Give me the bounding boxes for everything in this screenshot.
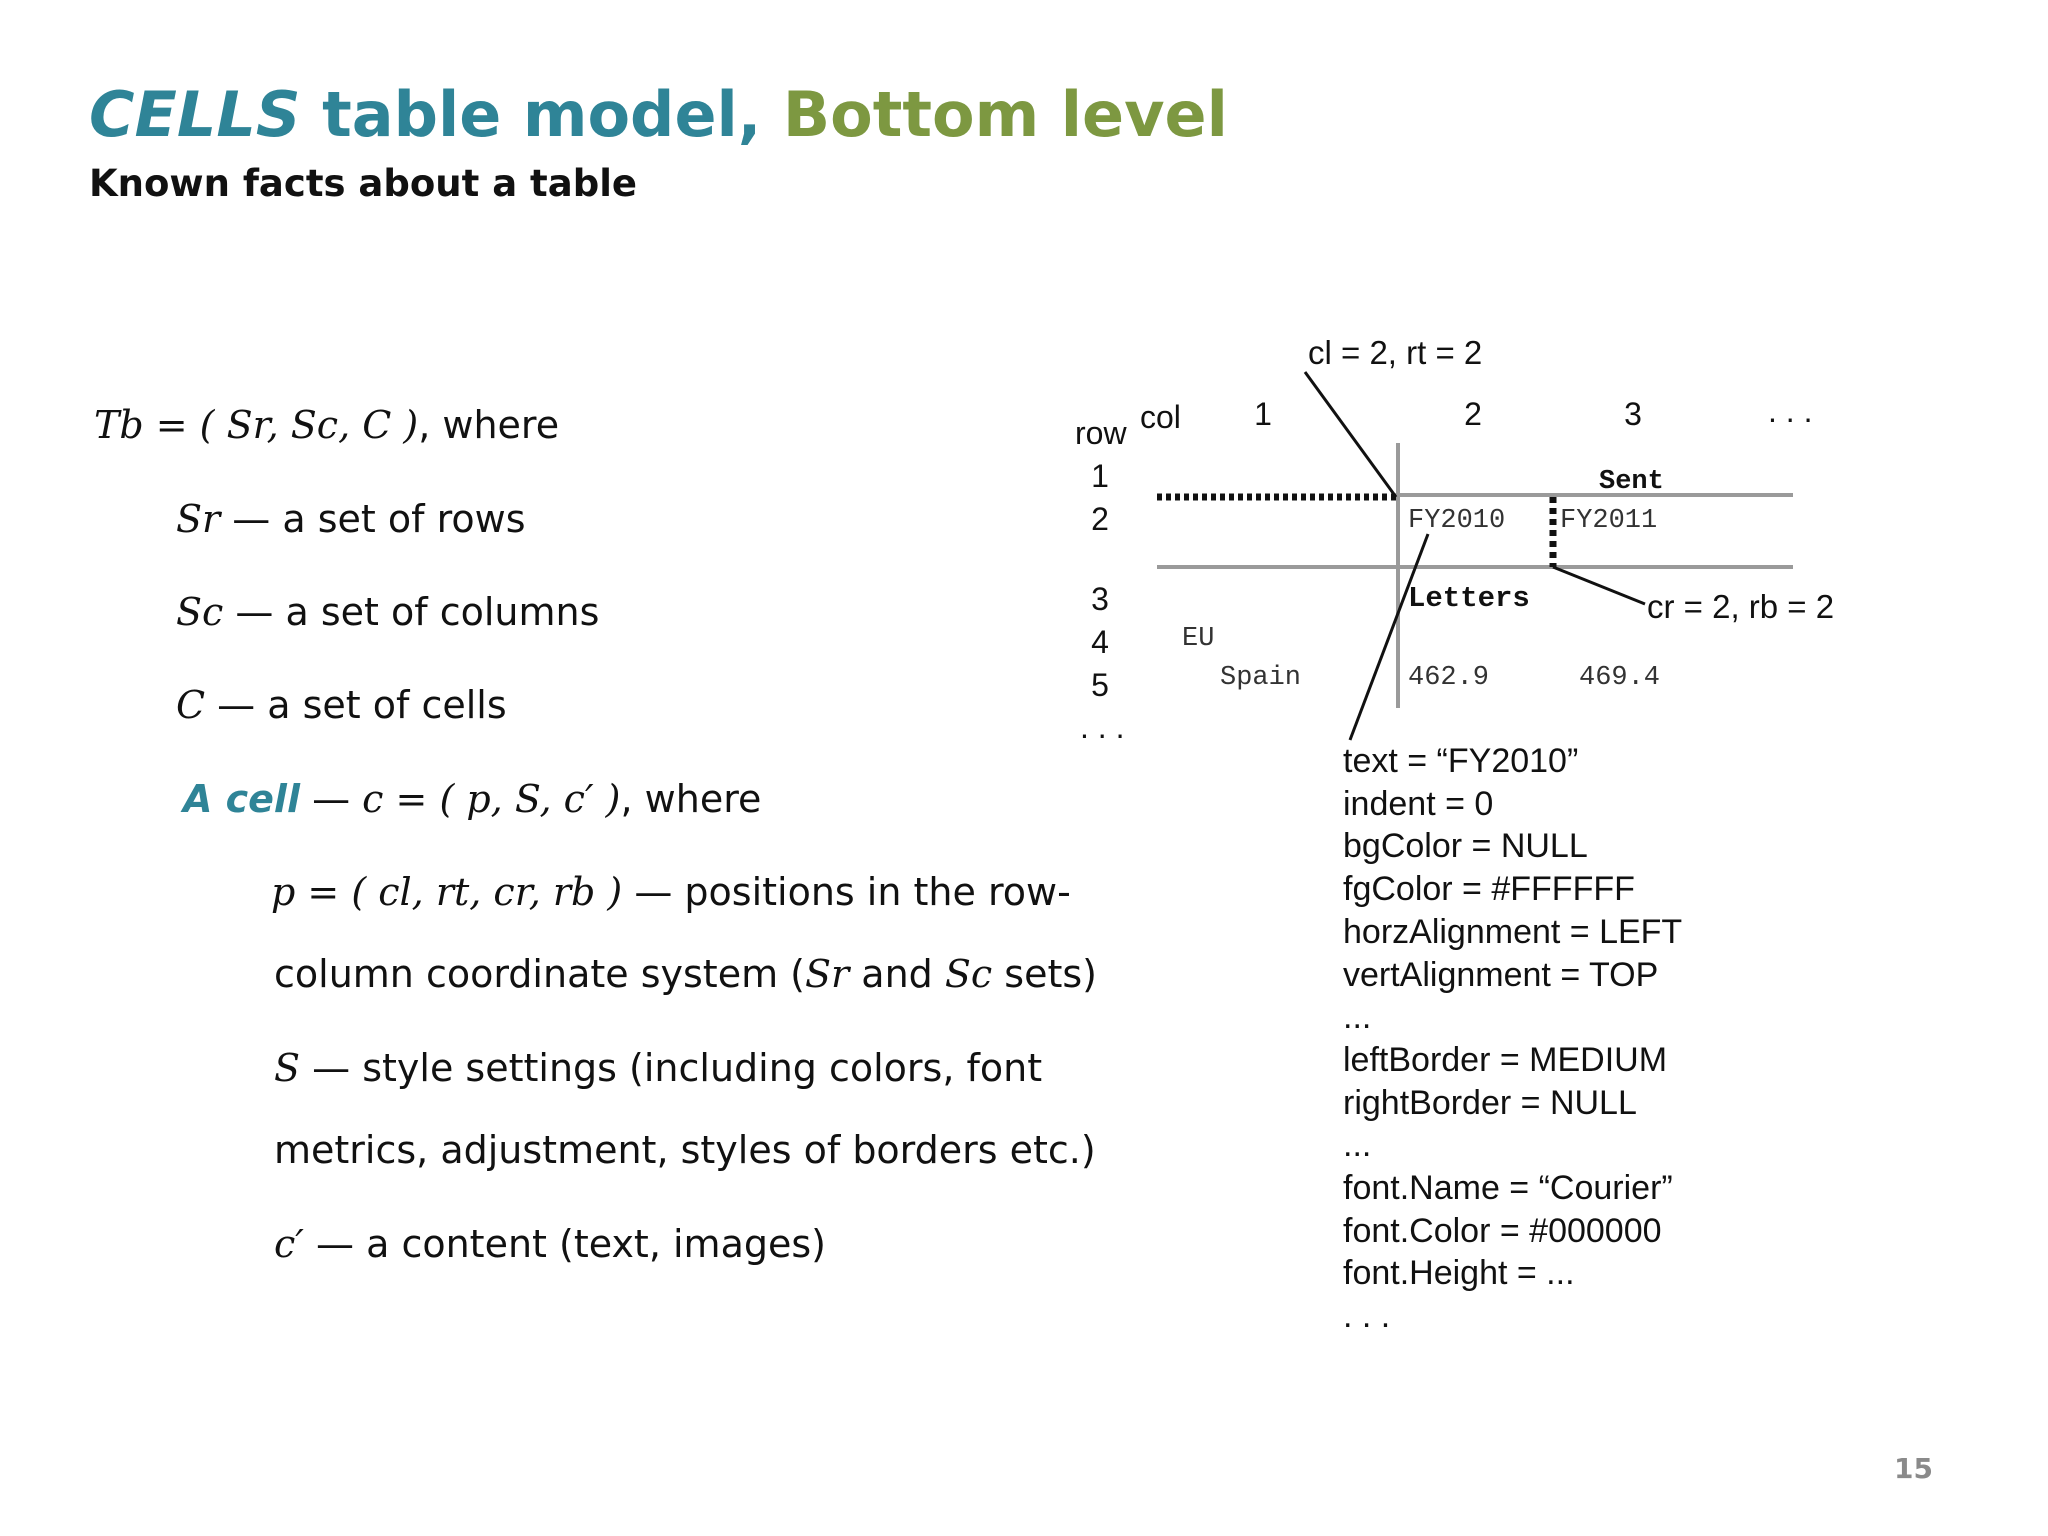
p-math: p = ( cl, rt, cr, rb ) (271, 870, 623, 914)
cell-fy2010: FY2010 (1408, 506, 1506, 536)
property-right-border: rightBorder = NULL (1343, 1083, 1637, 1122)
property-horz-alignment: horzAlignment = LEFT (1343, 912, 1683, 951)
s-text: — style settings (including colors, font (300, 1046, 1043, 1090)
cell-value-469: 469.4 (1579, 663, 1661, 693)
title-bottom-level: Bottom level (782, 78, 1228, 151)
col-header-label: col (1140, 399, 1181, 435)
col-ellipsis: . . . (1768, 393, 1813, 429)
annotation-cr-rb: cr = 2, rb = 2 (1647, 588, 1835, 625)
row-header-label: row (1075, 415, 1127, 451)
p2-sc-math: Sc (944, 952, 993, 996)
property-font-name: font.Name = “Courier” (1343, 1169, 1673, 1208)
content-definition (274, 1218, 826, 1270)
cprime-text: — a content (text, images) (303, 1222, 826, 1266)
row-number-5: 5 (1091, 667, 1109, 703)
sc-text: — a set of columns (223, 590, 600, 634)
property-text: text = “FY2010” (1343, 742, 1579, 780)
cell-dash: — (300, 777, 363, 821)
tb-math: Tb = ( Sr, Sc, C ) (94, 403, 419, 447)
pointer-cr-rb (1553, 567, 1645, 604)
pointer-properties (1350, 534, 1428, 740)
p-definition-line1 (271, 866, 1071, 918)
pointer-cl-rt (1305, 372, 1396, 497)
cell-eu: EU (1182, 624, 1215, 654)
slide-subtitle: Known facts about a table (89, 162, 637, 205)
property-ellipsis-1: ... (1343, 998, 1372, 1037)
p-definition-line2 (274, 948, 1097, 1000)
cell-letters: Letters (1408, 582, 1530, 615)
row-number-3: 3 (1091, 581, 1109, 617)
property-font-color: font.Color = #000000 (1343, 1211, 1662, 1250)
page-number: 15 (1894, 1452, 1933, 1485)
col-number-2: 2 (1464, 396, 1482, 432)
sr-math: Sr (176, 497, 221, 541)
cell-sent: Sent (1599, 467, 1664, 497)
col-number-1: 1 (1254, 396, 1272, 432)
row-number-2: 2 (1091, 501, 1109, 537)
cell-label: A cell (183, 777, 300, 821)
col-number-3: 3 (1624, 396, 1642, 432)
row-number-1: 1 (1091, 458, 1109, 494)
cell-spain: Spain (1220, 663, 1302, 693)
sc-math: Sc (176, 590, 224, 634)
c-math: C (176, 683, 206, 727)
c-definition (176, 679, 507, 731)
cell-text: , where (620, 777, 762, 821)
p2-post: sets) (992, 952, 1097, 996)
s-definition-line2: metrics, adjustment, styles of borders etc.) (274, 1128, 1096, 1172)
property-fgcolor: fgColor = #FFFFFF (1343, 870, 1635, 909)
cell-definition (183, 773, 761, 825)
cell-properties-list (1343, 740, 1682, 1338)
row-ellipsis: . . . (1080, 709, 1125, 745)
title-table-model: table model, (300, 78, 783, 151)
sr-definition (176, 493, 526, 545)
cell-fy2011: FY2011 (1560, 506, 1658, 536)
table-diagram (1060, 320, 1860, 750)
tb-definition (94, 399, 559, 451)
slide-title (89, 72, 1228, 158)
sc-definition (176, 586, 599, 638)
cell-math: c = ( p, S, c′ ) (362, 777, 621, 821)
tb-text: , where (418, 403, 560, 447)
title-cells-word: CELLS (89, 78, 301, 151)
property-vert-alignment: vertAlignment = TOP (1343, 955, 1659, 994)
s-definition-line1 (274, 1042, 1042, 1094)
property-left-border: leftBorder = MEDIUM (1343, 1040, 1668, 1079)
property-indent: indent = 0 (1343, 784, 1494, 823)
p2-mid: and (849, 952, 945, 996)
p-text: — positions in the row- (622, 870, 1071, 914)
c-text: — a set of cells (205, 683, 507, 727)
p2-pre: column coordinate system ( (274, 952, 805, 996)
property-ellipsis-3: . . . (1343, 1297, 1391, 1336)
s-math: S (274, 1046, 301, 1090)
row-number-4: 4 (1091, 624, 1109, 660)
annotation-cl-rt: cl = 2, rt = 2 (1308, 334, 1483, 371)
property-bgcolor: bgColor = NULL (1343, 827, 1588, 866)
property-ellipsis-2: ... (1343, 1126, 1372, 1165)
cprime-math: c′ (274, 1222, 304, 1266)
property-font-height: font.Height = ... (1343, 1254, 1575, 1293)
p2-sr-math: Sr (805, 952, 850, 996)
sr-text: — a set of rows (220, 497, 526, 541)
cell-value-462: 462.9 (1408, 663, 1490, 693)
